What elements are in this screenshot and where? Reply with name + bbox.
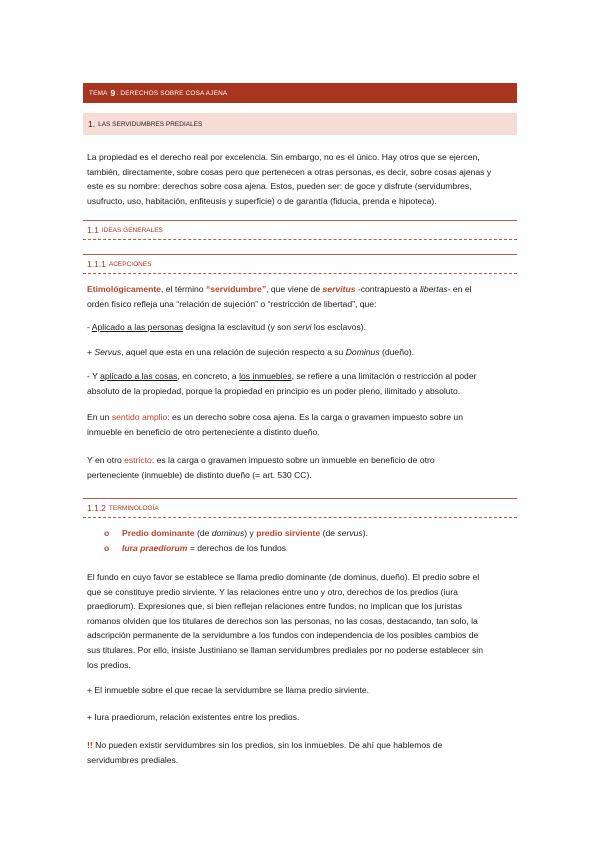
section-heading	[83, 113, 517, 135]
paragraph-line: romanos olviden que los titulares de derechos son las personas, no las cosas, destacando, tan solo, la	[87, 615, 478, 626]
subsection-heading-1-1	[83, 220, 517, 240]
term-predio-dominante: Predio dominante	[122, 528, 195, 538]
paragraph-line: perteneciente (inmueble) de distinto dueño (= art. 530 CC).	[87, 469, 312, 480]
term-etimologicamente: Etimológicamente	[87, 284, 162, 294]
term-predio-sirviente: predio sirviente	[256, 528, 321, 538]
paragraph-line: adscripción permanente de la servidumbre a los fundos con independencia de los posibles cambios de	[87, 630, 479, 641]
section-title: LAS SERVIDUMBRES PREDIALES	[98, 120, 203, 128]
term-estricto: estricto	[124, 455, 152, 465]
paragraph-line: El fundo en cuyo favor se establece se llama predio dominante (de dominus, dueño). El predio sobre el	[87, 572, 480, 582]
plus-note-2: + Iura praediorum, relación existentes entre los predios.	[87, 712, 300, 722]
subsection-number: 1.1.2	[87, 503, 106, 513]
acepciones-paragraph-3: + Servus, aquel que esta en una relación de sujeción respecto a su Dominus (dueño).	[87, 347, 415, 357]
warning-paragraph: !! No pueden existir servidumbres sin los predios, sin los inmuebles. De ahí que hablemos de servidumbres prediales.	[87, 738, 515, 767]
paragraph-line: sus titulares. Por ello, insiste Justiniano se llaman servidumbres prediales por no poderse establecer sin	[87, 644, 483, 655]
terminologia-paragraph	[87, 570, 515, 672]
term-iura-praediorum: Iura praediorum	[122, 543, 188, 553]
section-number: 1.	[88, 119, 96, 129]
subsection-number: 1.1.1	[87, 259, 106, 269]
paragraph-line: orden físico refleja una “relación de sujeción” o “restricción de libertad”, que:	[87, 298, 377, 309]
acepciones-paragraph-2: - Aplicado a las personas designa la esclavitud (y son servi los esclavos).	[87, 322, 366, 332]
subsection-title: IDEAS GENERALES	[101, 226, 163, 234]
paragraph-line: servidumbres prediales.	[87, 754, 179, 765]
paragraph-line: inmueble en beneficio de otro perteneciente a distinto dueño.	[87, 426, 320, 437]
list-item: o Predio dominante (de dominus) y predio sirviente (de servus).	[104, 528, 368, 538]
intro-line: usufructo, uso, habitación, enfiteusis y superficie) o de garantía (fiducia, prenda e hipoteca).	[87, 195, 437, 206]
warning-mark: !!	[87, 740, 93, 750]
acepciones-paragraph-4: - Y aplicado a las cosas, en concreto, a los inmuebles, se refiere a una limitación o restricción al poder absoluto de la propiedad, porque la propiedad en principio es un poder pleno, ilimitado y absoluto.	[87, 369, 515, 398]
acepciones-paragraph-6: Y en otro estricto: es la carga o gravamen impuesto sobre un inmueble en beneficio de otro perteneciente (inmueble) de distinto dueño (= art. 530 CC).	[87, 453, 515, 482]
intro-paragraph	[87, 150, 515, 208]
plus-note-1: + El inmueble sobre el que recae la servidumbre se llama predio sirviente.	[87, 685, 370, 695]
intro-line: La propiedad es el derecho real por excelencia. Sin embargo, no es el único. Hay otros que se ejercen,	[87, 152, 480, 162]
intro-line: también, directamente, sobre cosas pero que pertenecen a otras personas, es decir, sobre cosas ajenas y	[87, 166, 492, 177]
term-servitus: servitus	[322, 284, 356, 294]
paragraph-line: praediorum). Expresiones que, si bien reflejan relaciones entre fundos, no implican que los juristas	[87, 601, 462, 612]
acepciones-paragraph-1: Etimológicamente, el término “servidumbre”, que viene de servitus -contrapuesto a libertas- en el orden físico refleja una “relación de sujeción” o “restricción de libertad”, que:	[87, 282, 515, 311]
subsection-title: ACEPCIONES	[108, 260, 152, 268]
list-item: o Iura praediorum = derechos de los fundos	[104, 543, 287, 553]
bullet-marker: o	[104, 543, 110, 553]
term-servidumbre: “servidumbre”	[205, 284, 267, 294]
paragraph-line: que se constituye predio sirviente. Y las relaciones entre uno y otro, derechos de los predios (iura	[87, 586, 458, 597]
chapter-number: 9	[110, 88, 116, 98]
subsection-heading-1-1-2	[83, 498, 517, 518]
underlined-phrase: Aplicado a las personas	[91, 322, 184, 332]
chapter-prefix: TEMA	[89, 89, 108, 97]
acepciones-paragraph-5: En un sentido amplio: es un derecho sobre cosa ajena. Es la carga o gravamen impuesto sobre un inmueble en beneficio de otro perteneciente a distinto dueño.	[87, 410, 515, 439]
paragraph-line: los predios.	[87, 659, 131, 670]
underlined-phrase: los inmuebles	[239, 371, 292, 381]
term-sentido-amplio: sentido amplio	[111, 412, 168, 422]
bullet-marker: o	[104, 528, 110, 538]
underlined-phrase: aplicado a las cosas	[100, 371, 178, 381]
intro-line: este es su nombre: derechos sobre cosa ajena. Estos, pueden ser: de goce y disfrute (servidumbres,	[87, 181, 472, 192]
paragraph-line: absoluto de la propiedad, porque la propiedad en principio es un poder pleno, ilimitado y absoluto.	[87, 385, 461, 396]
subsection-number: 1.1	[87, 225, 99, 235]
subsection-title: TERMINOLOGÍA	[108, 504, 159, 512]
chapter-header	[83, 83, 517, 103]
subsection-heading-1-1-1	[83, 254, 517, 274]
chapter-title: : DERECHOS SOBRE COSA AJENA	[116, 89, 228, 97]
